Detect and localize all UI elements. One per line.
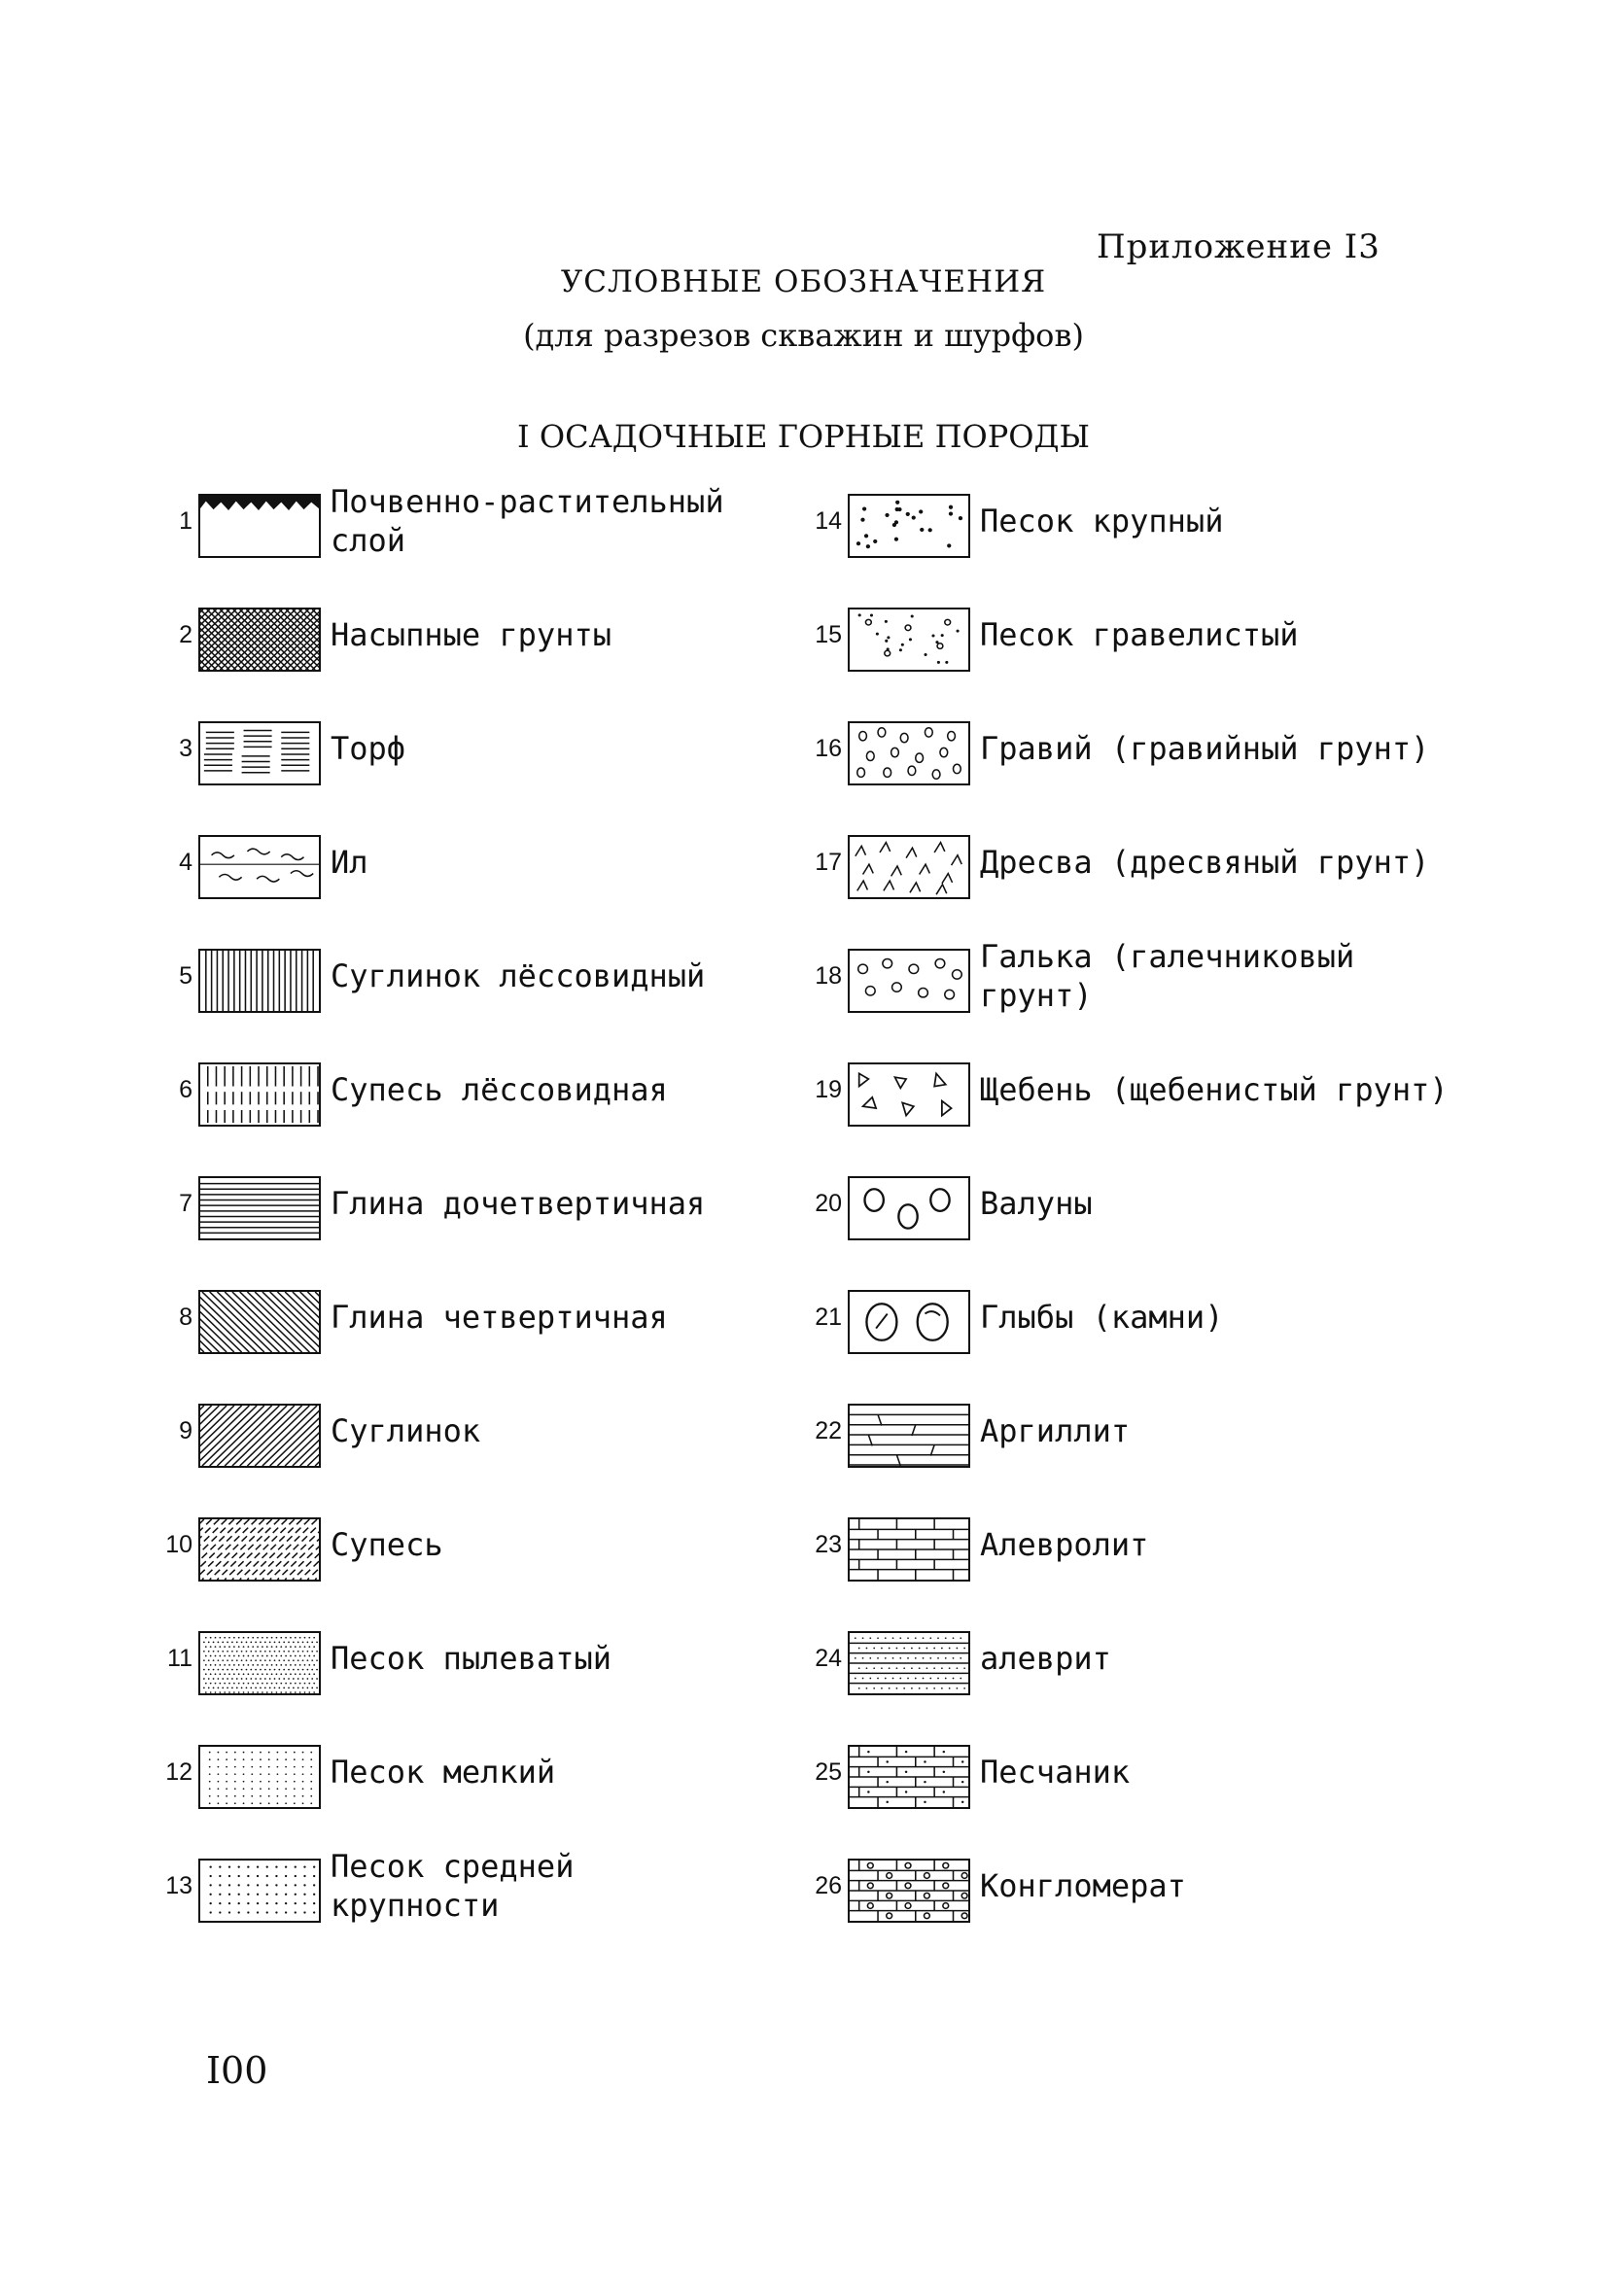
legend-item-label: Супесь (331, 1526, 443, 1563)
legend-item-label: Дресва (дресвяный грунт) (980, 844, 1430, 881)
legend-item-number: 2 (179, 621, 192, 648)
legend-item-number: 20 (815, 1190, 842, 1217)
legend-item-label: Глина четвертичная (331, 1299, 668, 1336)
legend-item-label: Ил (331, 844, 368, 881)
legend-item-number: 22 (815, 1417, 842, 1444)
peat-pattern-swatch (198, 721, 321, 785)
boulders-pattern-swatch (848, 1176, 970, 1240)
section-heading: I ОСАДОЧНЫЕ ГОРНЫЕ ПОРОДЫ (517, 418, 1090, 455)
legend-item-label: Песок гравелистый (980, 616, 1299, 653)
legend-item-number: 1 (179, 507, 192, 535)
legend-item-number: 21 (815, 1304, 842, 1331)
page-title: УСЛОВНЫЕ ОБОЗНАЧЕНИЯ (560, 264, 1047, 299)
appendix-label: Приложение I3 (1097, 227, 1380, 266)
legend-item-number: 3 (179, 735, 192, 762)
legend-item-label: Супесь лёссовидная (331, 1071, 668, 1108)
legend-item-number: 5 (179, 962, 192, 990)
legend-item-number: 24 (815, 1645, 842, 1672)
legend-item-label: Глина дочетвертичная (331, 1185, 706, 1222)
legend-item-number: 13 (165, 1872, 192, 1899)
slash-hatch-pattern-swatch (198, 1404, 321, 1468)
legend-item-number: 16 (815, 735, 842, 762)
legend-item-number: 17 (815, 849, 842, 876)
backslash-hatch-pattern-swatch (198, 1290, 321, 1354)
page-subtitle: (для разрезов скважин и шурфов) (523, 317, 1084, 354)
legend-item-label: Торф (331, 730, 406, 767)
page-number: I00 (206, 2049, 268, 2092)
pebble-pattern-swatch (848, 949, 970, 1013)
legend-item-label: Глыбы (камни) (980, 1299, 1224, 1336)
legend-item-number: 23 (815, 1531, 842, 1558)
horizontal-lines-pattern-swatch (198, 1176, 321, 1240)
legend-item-label: алеврит (980, 1640, 1111, 1677)
legend-item-number: 18 (815, 962, 842, 990)
siltstone-pattern-swatch (848, 1517, 970, 1582)
argillite-pattern-swatch (848, 1404, 970, 1468)
fine-dots-pattern-swatch (198, 1745, 321, 1809)
legend-item-number: 4 (179, 849, 192, 876)
blocks-pattern-swatch (848, 1290, 970, 1354)
legend-item-number: 6 (179, 1076, 192, 1103)
legend-item-number: 11 (167, 1645, 192, 1672)
legend-item-number: 26 (815, 1872, 842, 1899)
legend-item-label: Щебень (щебенистый грунт) (980, 1071, 1449, 1108)
gravelly-sand-pattern-swatch (848, 608, 970, 672)
legend-item-number: 15 (815, 621, 842, 648)
soil-pattern-swatch (198, 494, 321, 558)
vertical-lines-pattern-swatch (198, 949, 321, 1013)
legend-item-label: Песчаник (980, 1754, 1131, 1791)
legend-item-label: Галька (галечниковый грунт) (980, 938, 1355, 1014)
legend-item-label: Аргиллит (980, 1412, 1131, 1449)
legend-item-label: Песок средней крупности (331, 1848, 575, 1924)
legend-item-label: Песок мелкий (331, 1754, 556, 1791)
legend-item-label: Почвенно-растительный слой (331, 483, 724, 559)
dashed-slash-pattern-swatch (198, 1517, 321, 1582)
legend-item-number: 10 (165, 1531, 192, 1558)
legend-item-label: Алевролит (980, 1526, 1149, 1563)
legend-item-label: Гравий (гравийный грунт) (980, 730, 1430, 767)
silt-mud-pattern-swatch (198, 835, 321, 899)
rubble-pattern-swatch (848, 1062, 970, 1127)
medium-dots-pattern-swatch (198, 1859, 321, 1923)
dashed-vertical-pattern-swatch (198, 1062, 321, 1127)
legend-item-label: Суглинок лёссовидный (331, 957, 706, 994)
legend-item-label: Валуны (980, 1185, 1093, 1222)
sandstone-pattern-swatch (848, 1745, 970, 1809)
legend-item-number: 12 (165, 1758, 192, 1786)
dense-dots-pattern-swatch (198, 1631, 321, 1695)
legend-item-number: 7 (179, 1190, 192, 1217)
legend-item-label: Насыпные грунты (331, 616, 611, 653)
crosshatch-pattern-swatch (198, 608, 321, 672)
legend-item-number: 8 (179, 1304, 192, 1331)
legend-item-label: Песок крупный (980, 503, 1224, 539)
coarse-dots-pattern-swatch (848, 494, 970, 558)
legend-item-label: Песок пылеватый (331, 1640, 611, 1677)
legend-item-number: 9 (179, 1417, 192, 1444)
grus-pattern-swatch (848, 835, 970, 899)
legend-item-label: Суглинок (331, 1412, 481, 1449)
gravel-pattern-swatch (848, 721, 970, 785)
legend-item-number: 25 (815, 1758, 842, 1786)
aleurite-pattern-swatch (848, 1631, 970, 1695)
legend-item-number: 14 (815, 507, 842, 535)
conglomerate-pattern-swatch (848, 1859, 970, 1923)
legend-item-label: Конгломерат (980, 1867, 1186, 1904)
legend-item-number: 19 (815, 1076, 842, 1103)
